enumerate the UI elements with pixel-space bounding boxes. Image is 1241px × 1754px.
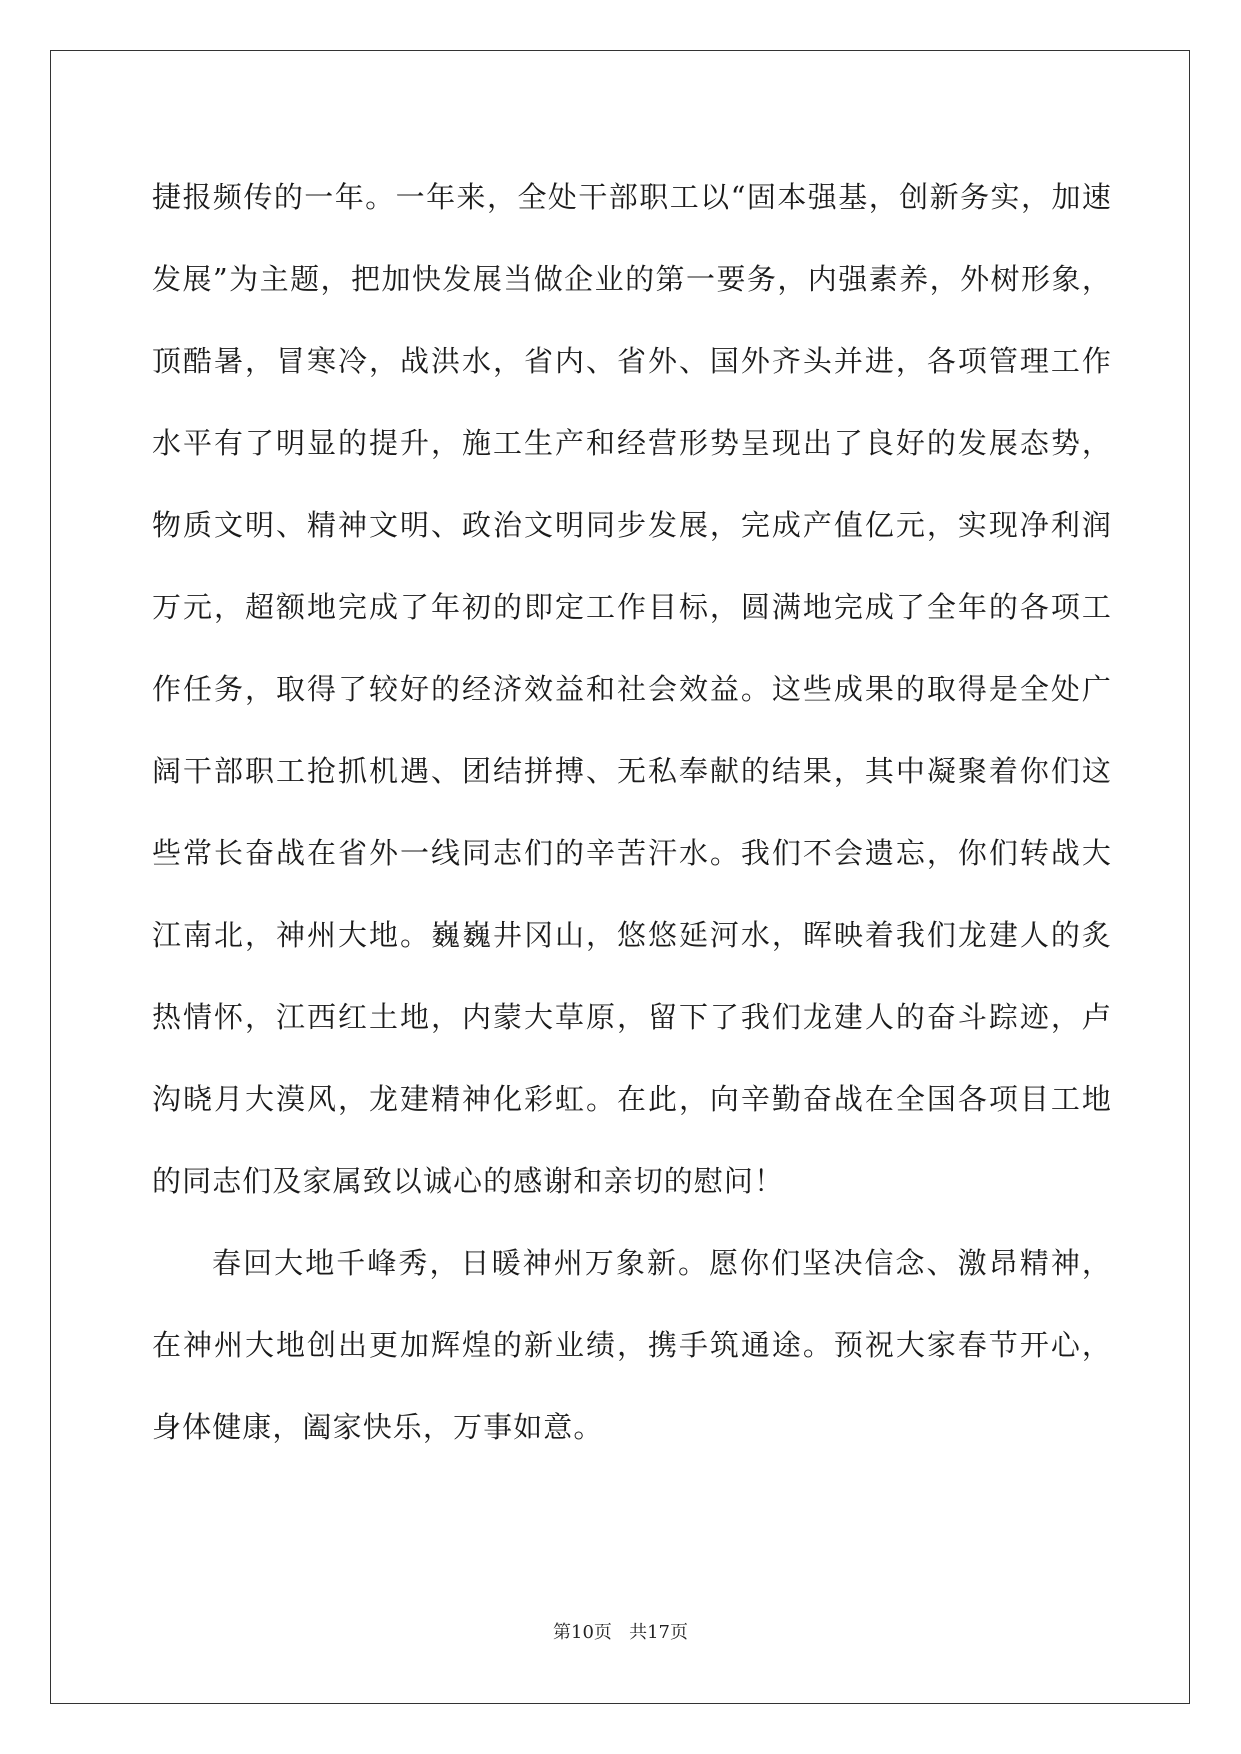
document-body [152,156,1112,1468]
paragraph-2: 春回大地千峰秀，日暖神州万象新。愿你们坚决信念、激昂精神，在神州大地创出更加辉煌的新业绩，携手筑通途。预祝大家春节开心，身体健康，阖家快乐，万事如意。 [152,1246,1112,1444]
page-footer [0,1618,1241,1644]
paragraph-1: 捷报频传的一年。一年来，全处干部职工以“固本强基，创新务实，加速发展”为主题，把加快发展当做企业的第一要务，内强素养，外树形象，顶酷暑，冒寒冷，战洪水，省内、省外、国外齐头并进，各项管理工作水平有了明显的提升，施工生产和经营形势呈现出了良好的发展态势，物质文明、精神文明、政治文明同步发展，完成产值亿元，实现净利润万元，超额地完成了年初的即定工作目标，圆满地完成了全年的各项工作任务，取得了较好的经济效益和社会效益。这些成果的取得是全处广阔干部职工抢抓机遇、团结拼搏、无私奉献的结果，其中凝聚着你们这些常长奋战在省外一线同志们的辛苦汗水。我们不会遗忘，你们转战大江南北，神州大地。巍巍井冈山，悠悠延河水，晖映着我们龙建人的炙热情怀，江西红土地，内蒙大草原，留下了我们龙建人的奋斗踪迹，卢沟晓月大漠风，龙建精神化彩虹。在此，向辛勤奋战在全国各项目工地的同志们及家属致以诚心的感谢和亲切的慰问！ [152,180,1112,1198]
page-total: 共17页 [629,1622,688,1643]
page-number: 第10页 [553,1622,612,1643]
